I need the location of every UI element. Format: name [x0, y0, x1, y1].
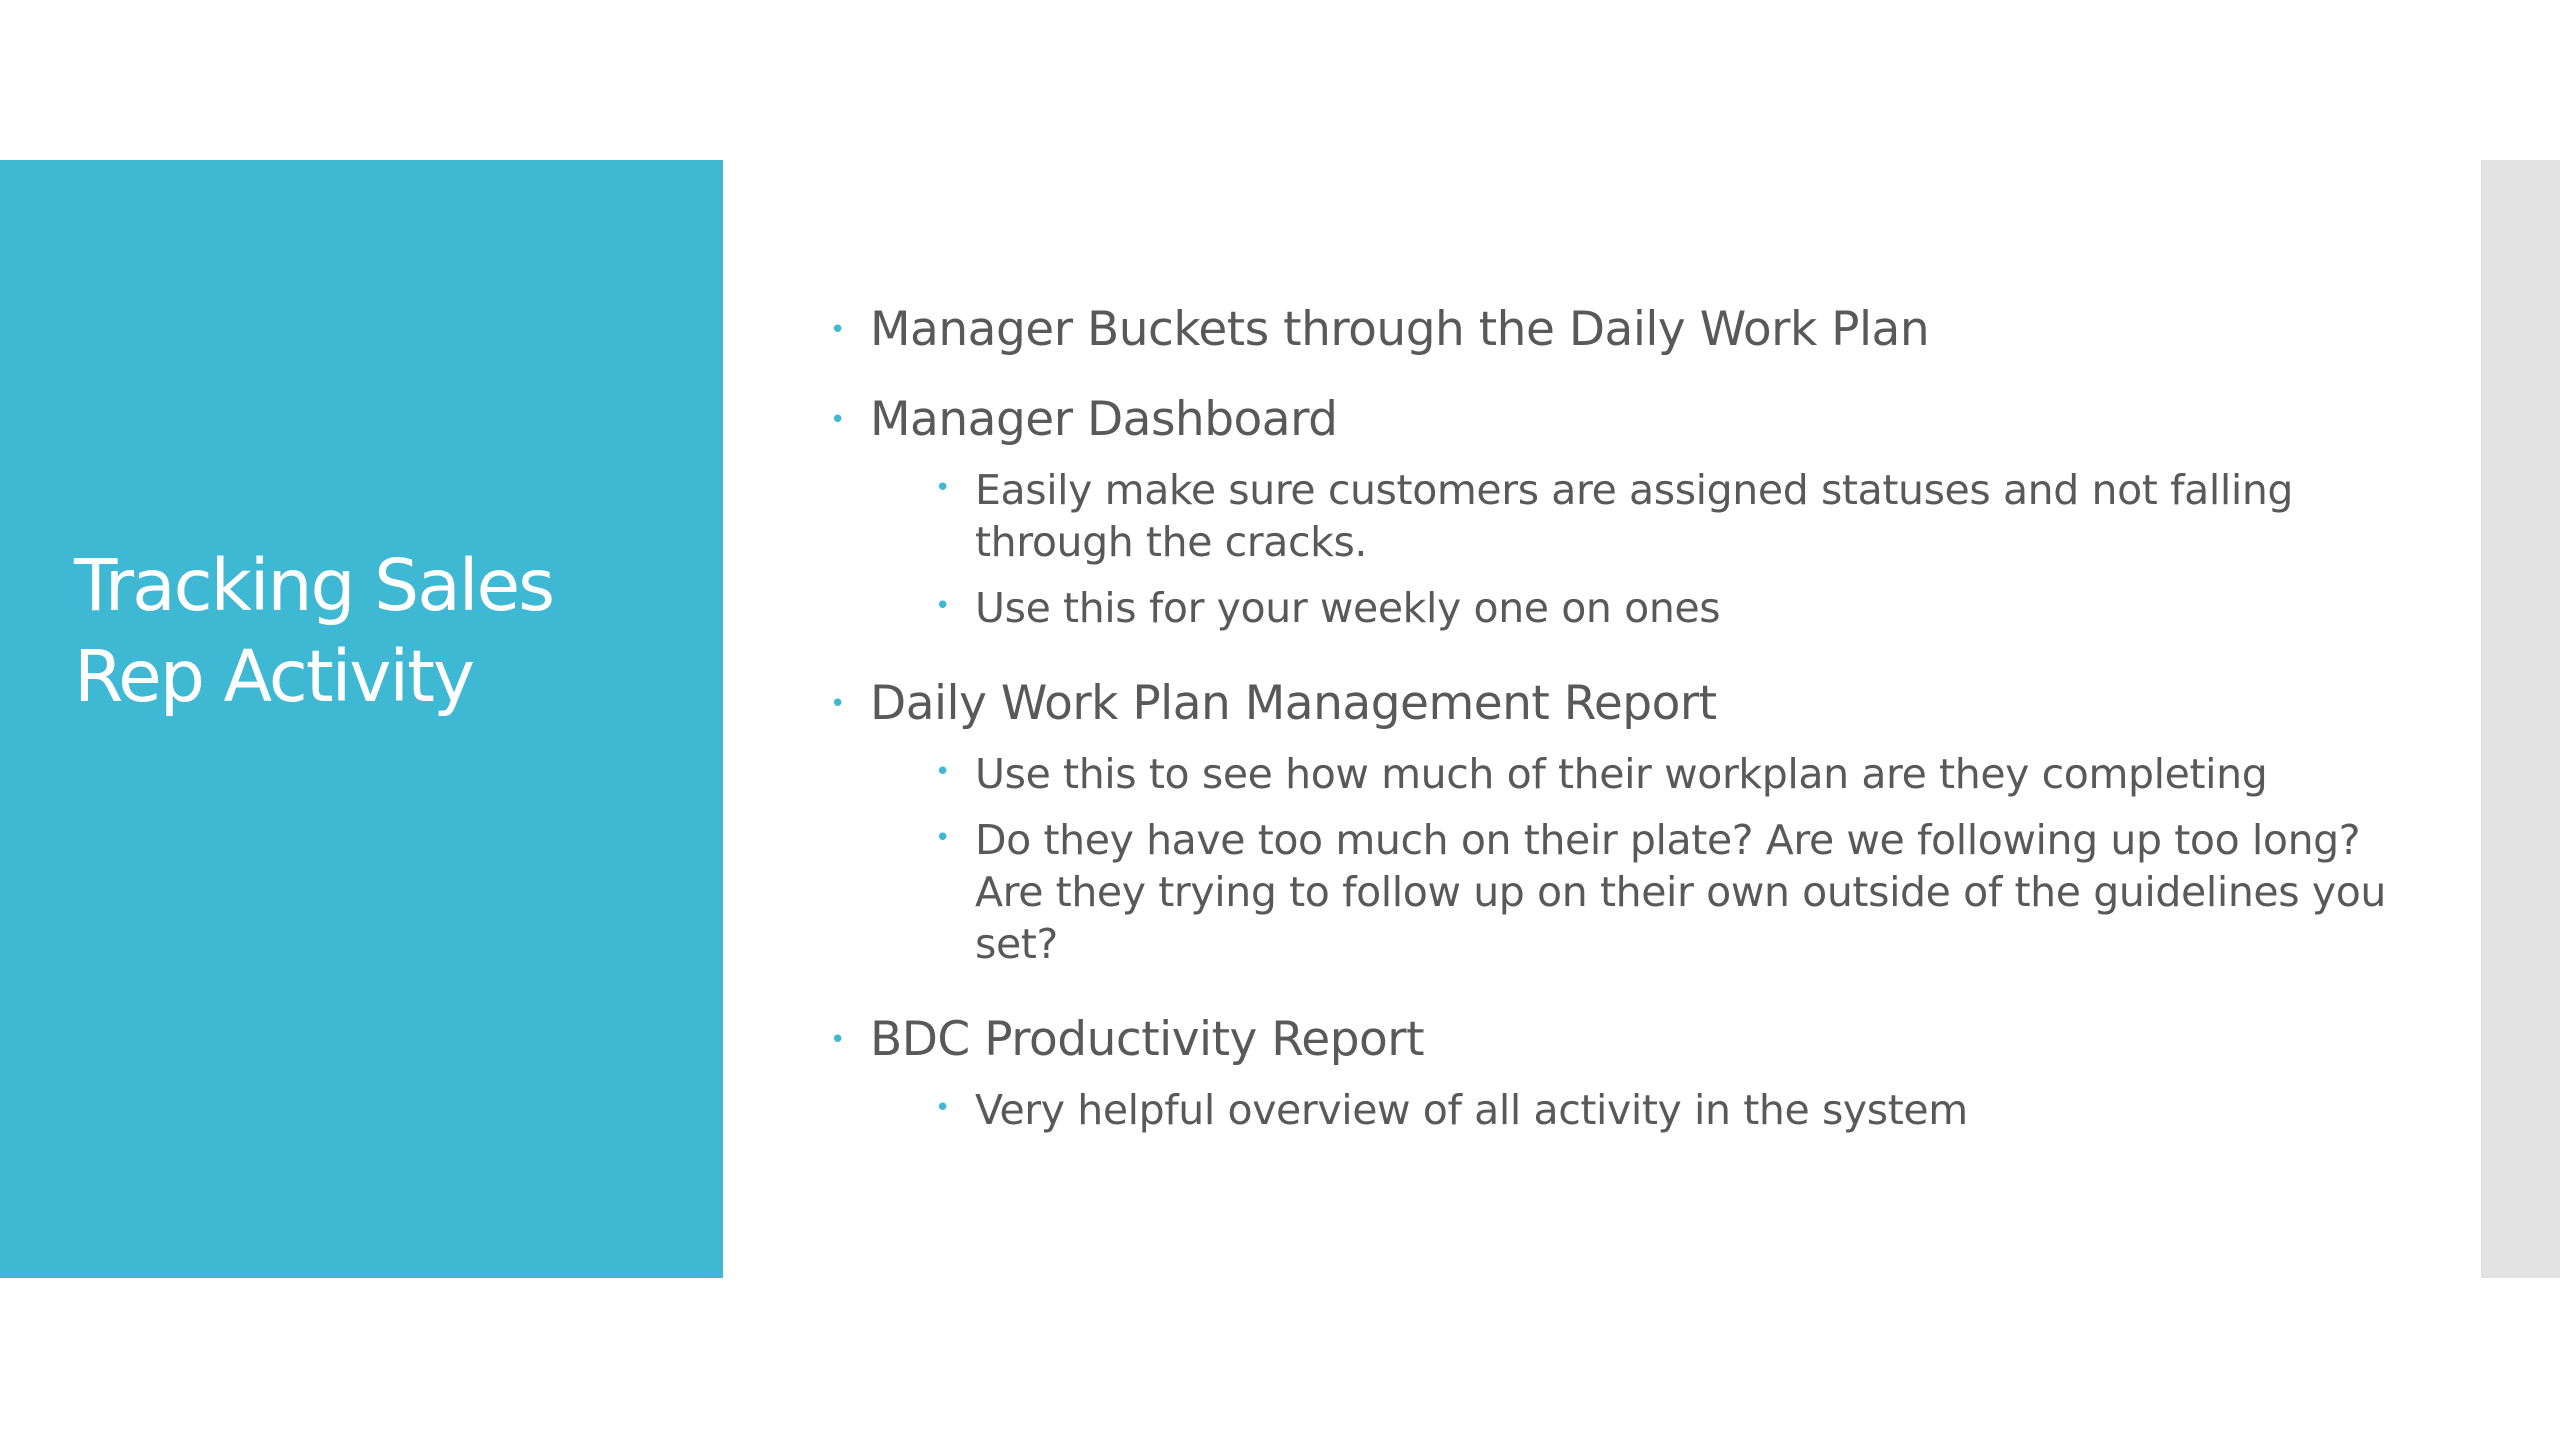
sub-bullet-dot-icon: • — [935, 757, 950, 787]
slide-title-line-1: Tracking Sales — [74, 544, 554, 627]
bullet-text: Manager Buckets through the Daily Work Plan — [870, 302, 1930, 357]
sub-bullet-item — [830, 748, 2390, 800]
slide-title-line-2: Rep Activity — [74, 635, 473, 718]
bullet-text: BDC Productivity Report — [870, 1012, 1425, 1067]
bullet-item — [830, 1010, 2390, 1070]
bullet-dot-icon: • — [830, 315, 845, 345]
bullet-dot-icon: • — [830, 405, 845, 435]
bullet-list — [830, 300, 2390, 1136]
slide-title — [74, 540, 674, 722]
bullet-text: Manager Dashboard — [870, 392, 1338, 447]
sub-bullet-text: Do they have too much on their plate? Are we following up too long? Are they trying to follow up on their own outside of the guidelines you set? — [975, 816, 2386, 968]
sub-bullet-dot-icon: • — [935, 591, 950, 621]
right-side-bar — [2481, 160, 2560, 1278]
sub-bullet-text: Easily make sure customers are assigned statuses and not falling through the cracks. — [975, 466, 2294, 566]
sub-bullet-text: Use this for your weekly one on ones — [975, 584, 1721, 632]
sub-bullet-item — [830, 1084, 2390, 1136]
bullet-item — [830, 674, 2390, 734]
sub-bullet-text: Use this to see how much of their workplan are they completing — [975, 750, 2268, 798]
bullet-item — [830, 300, 2390, 360]
bullet-item — [830, 390, 2390, 450]
sub-bullet-text: Very helpful overview of all activity in the system — [975, 1086, 1968, 1134]
sub-bullet-item — [830, 814, 2390, 970]
sub-bullet-dot-icon: • — [935, 823, 950, 853]
bullet-dot-icon: • — [830, 1025, 845, 1055]
sub-bullet-dot-icon: • — [935, 473, 950, 503]
sub-bullet-item — [830, 464, 2390, 568]
sub-bullet-item — [830, 582, 2390, 634]
bullet-dot-icon: • — [830, 689, 845, 719]
bullet-text: Daily Work Plan Management Report — [870, 676, 1717, 731]
sub-bullet-dot-icon: • — [935, 1093, 950, 1123]
